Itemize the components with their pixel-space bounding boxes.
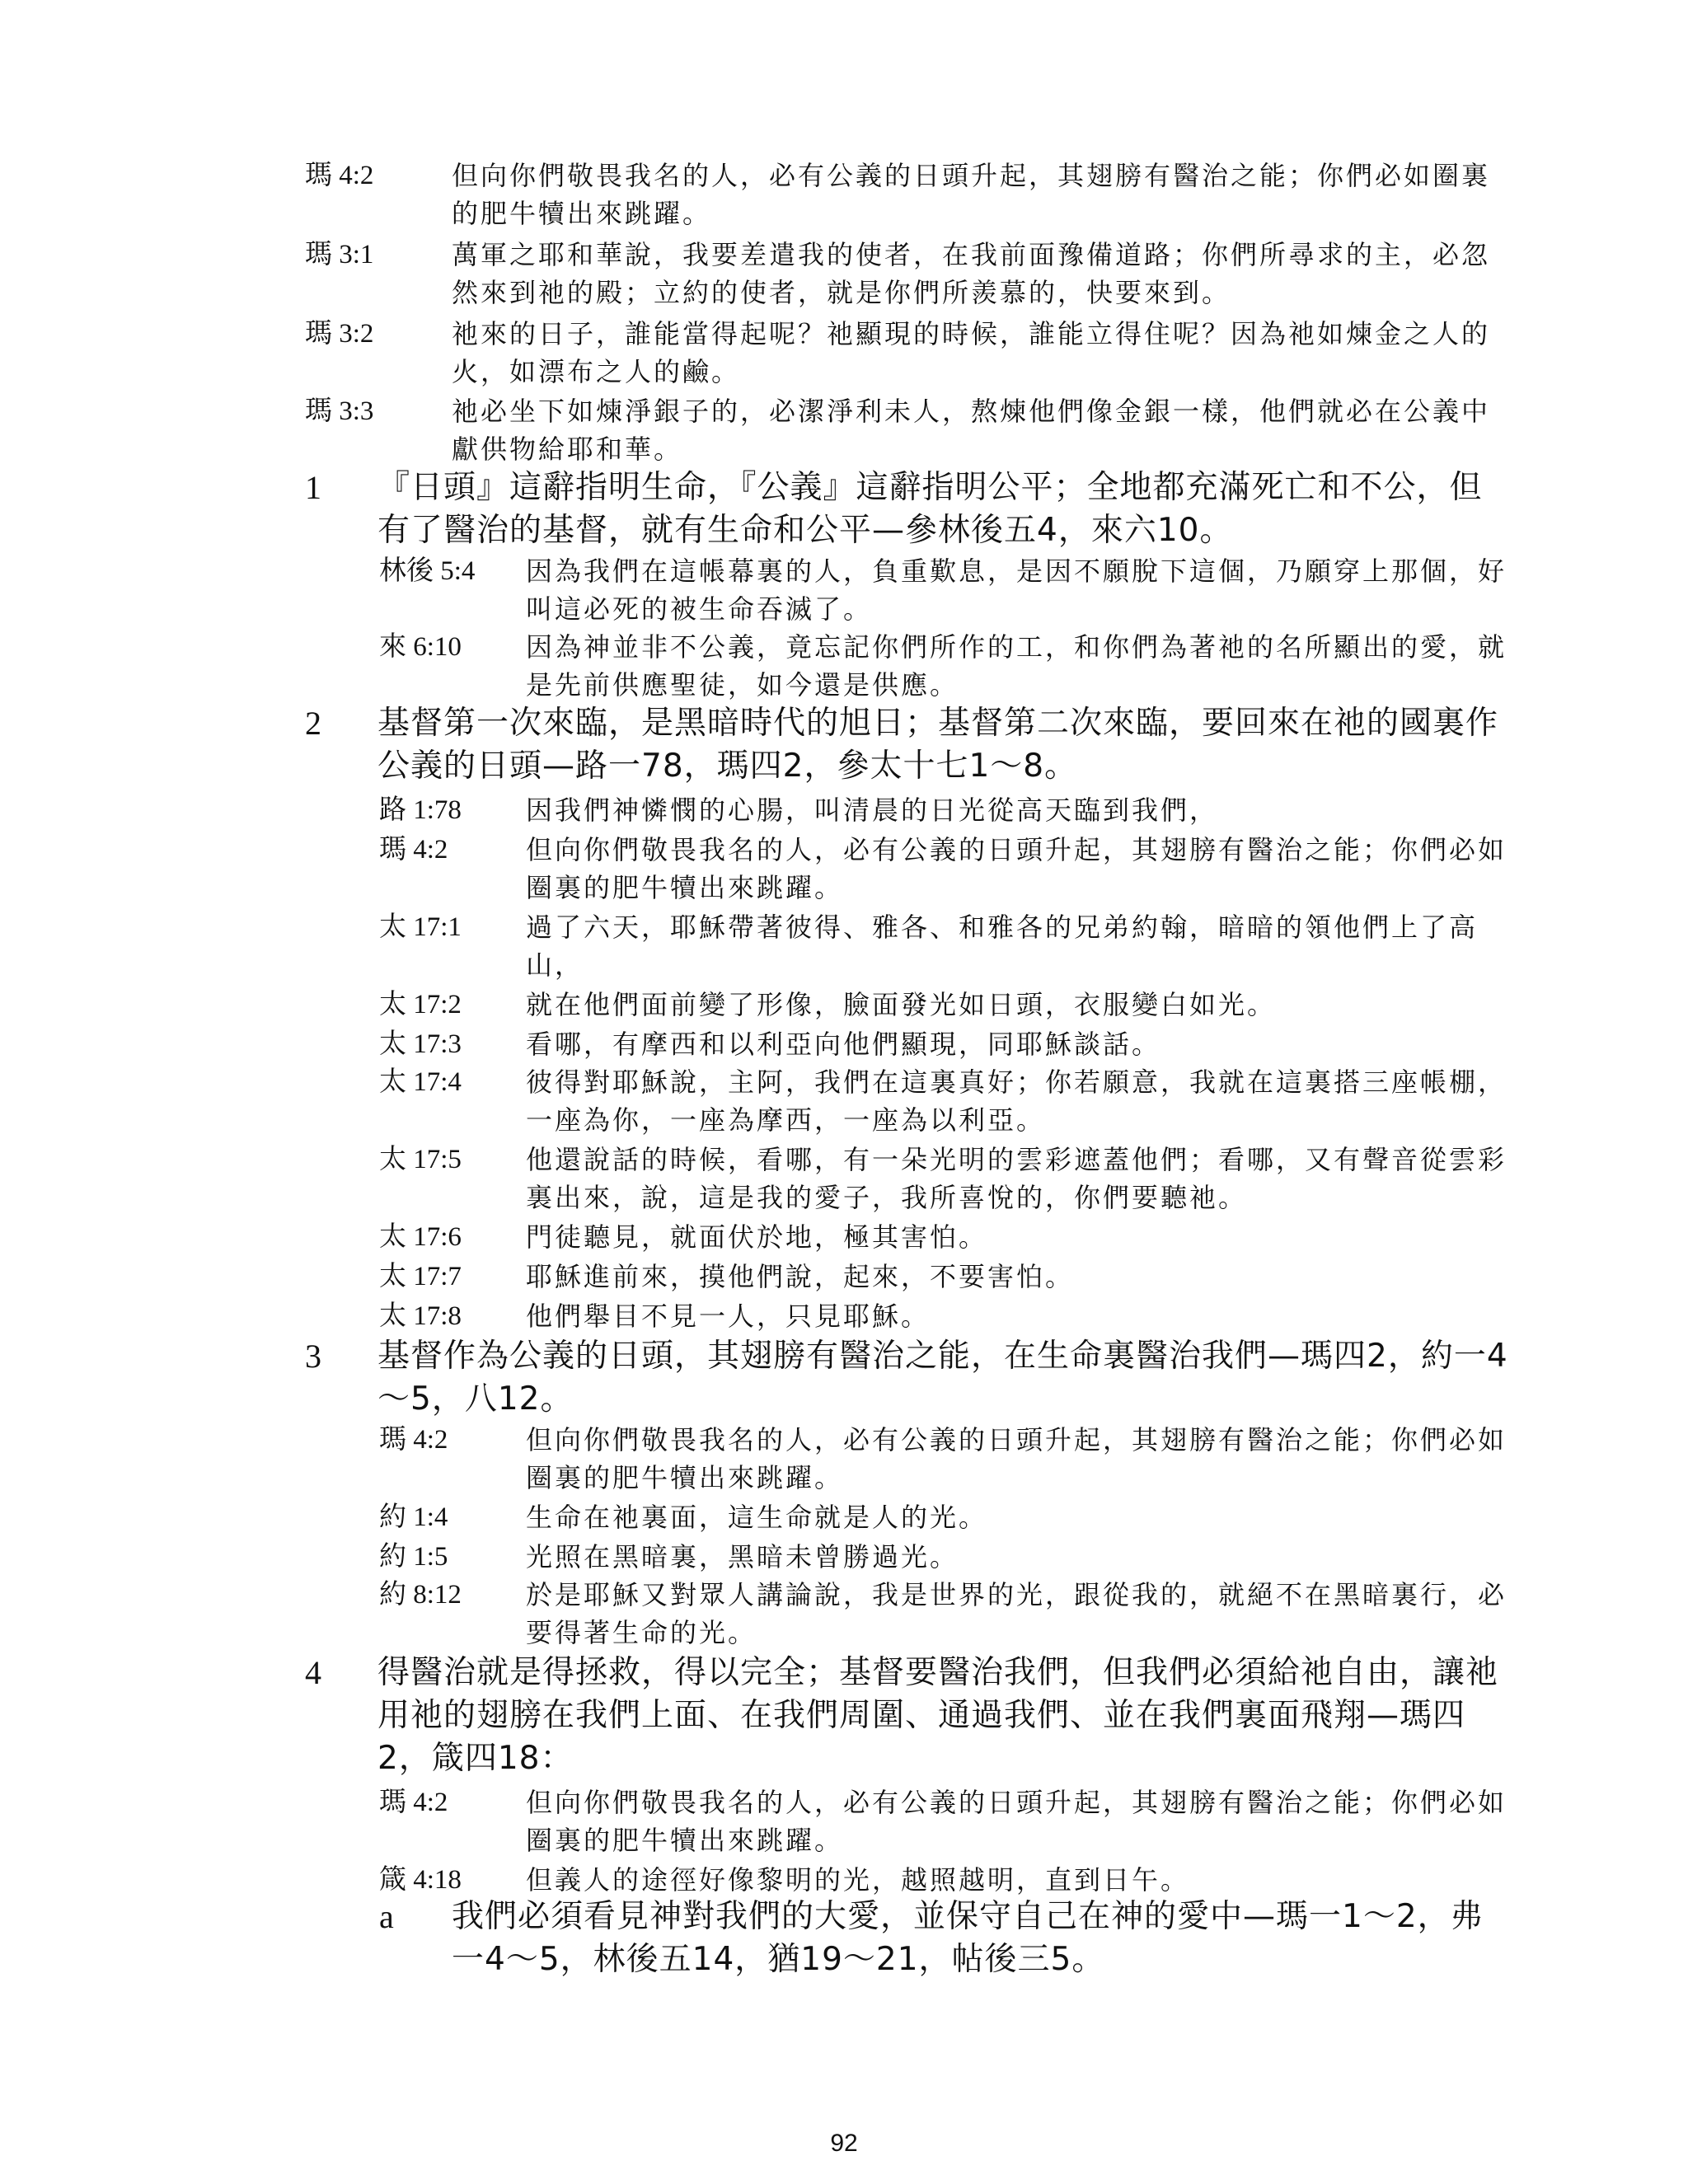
verse-text: 看哪，有摩西和以利亞向他們顯現，同耶穌談話。 xyxy=(526,1029,1161,1060)
verse-block xyxy=(379,1063,1508,1139)
verse-block xyxy=(379,1141,1508,1216)
verse-text: 過了六天，耶穌帶著彼得、雅各、和雅各的兄弟約翰，暗暗的領他們上了高山， xyxy=(526,912,1479,981)
point-text: 基督作為公義的日頭，其翅膀有醫治之能，在生命裏醫治我們—瑪四2，約一4～5，八12。 xyxy=(377,1338,1508,1418)
verse-block xyxy=(379,1861,1508,1899)
verse-block xyxy=(379,791,1508,829)
verse-text: 萬軍之耶和華說，我要差遣我的使者，在我前面豫備道路；你們所尋求的主，必忽然來到祂的殿；立約的使者，就是你們所羨慕的，快要來到。 xyxy=(452,239,1491,308)
verse-text: 耶穌進前來，摸他們說，起來，不要害怕。 xyxy=(526,1261,1075,1292)
verse-reference: 瑪 3:3 xyxy=(305,396,374,426)
verse-text: 但向你們敬畏我名的人，必有公義的日頭升起，其翅膀有醫治之能；你們必如圈裏的肥牛犢出來跳躍。 xyxy=(526,1787,1507,1856)
verse-block xyxy=(305,157,1508,232)
verse-reference: 太 17:5 xyxy=(379,1145,462,1174)
verse-block xyxy=(379,1421,1508,1497)
verse-text: 生命在祂裏面，這生命就是人的光。 xyxy=(526,1502,988,1533)
point-number: 1 xyxy=(305,469,321,506)
point-number: 3 xyxy=(305,1338,321,1375)
verse-reference: 太 17:8 xyxy=(379,1301,462,1331)
verse-block xyxy=(379,1025,1508,1063)
verse-text: 他還說話的時候，看哪，有一朵光明的雲彩遮蓋他們；看哪，又有聲音從雲彩裏出來，說，這是我的愛子，我所喜悅的，你們要聽祂。 xyxy=(526,1144,1507,1213)
verse-block xyxy=(305,315,1508,391)
verse-block xyxy=(379,552,1508,628)
verse-reference: 太 17:1 xyxy=(379,912,462,942)
verse-block xyxy=(379,1538,1508,1576)
verse-reference: 林後 5:4 xyxy=(379,556,476,586)
verse-reference: 太 17:3 xyxy=(379,1029,462,1059)
verse-text: 但向你們敬畏我名的人，必有公義的日頭升起，其翅膀有醫治之能；你們必如圈裏的肥牛犢出來跳躍。 xyxy=(526,1424,1507,1493)
verse-reference: 箴 4:18 xyxy=(379,1865,462,1895)
verse-block xyxy=(379,1258,1508,1296)
page-number: 92 xyxy=(830,2130,858,2157)
verse-block xyxy=(305,236,1508,312)
verse-text: 於是耶穌又對眾人講論說，我是世界的光，跟從我的，就絕不在黑暗裏行，必要得著生命的光。 xyxy=(526,1579,1507,1648)
verse-reference: 來 6:10 xyxy=(379,632,462,662)
verse-text: 但向你們敬畏我名的人，必有公義的日頭升起，其翅膀有醫治之能；你們必如圈裏的肥牛犢出來跳躍。 xyxy=(452,160,1491,229)
verse-text: 因我們神憐憫的心腸，叫清晨的日光從高天臨到我們， xyxy=(526,794,1219,826)
verse-reference: 約 8:12 xyxy=(379,1580,462,1610)
verse-block xyxy=(379,1297,1508,1335)
point-number: 2 xyxy=(305,705,321,742)
verse-text: 因為我們在這帳幕裏的人，負重歎息，是因不願脫下這個，乃願穿上那個，好叫這必死的被生命吞滅了。 xyxy=(526,555,1507,625)
verse-block xyxy=(379,1783,1508,1859)
verse-text: 因為神並非不公義，竟忘記你們所作的工，和你們為著祂的名所顯出的愛，就是先前供應聖徒，如今還是供應。 xyxy=(526,631,1507,701)
outline-point xyxy=(305,702,1508,788)
verse-reference: 瑪 4:2 xyxy=(379,1788,448,1817)
verse-text: 光照在黑暗裏，黑暗未曾勝過光。 xyxy=(526,1541,959,1572)
verse-reference: 瑪 3:2 xyxy=(305,319,374,349)
verse-block xyxy=(305,392,1508,468)
subpoint-text: 我們必須看見神對我們的大愛，並保守自己在神的愛中—瑪一1～2，弗一4～5，林後五14，猶19～21，帖後三5。 xyxy=(452,1898,1484,1978)
point-text: 基督第一次來臨，是黑暗時代的旭日；基督第二次來臨，要回來在祂的國裏作公義的日頭—路一78，瑪四2，參太十七1～8。 xyxy=(377,705,1499,785)
point-text: 得醫治就是得拯救，得以完全；基督要醫治我們，但我們必須給祂自由，讓祂用祂的翅膀在我們上面、在我們周圍、通過我們、並在我們裏面飛翔—瑪四2，箴四18： xyxy=(377,1654,1499,1777)
verse-block xyxy=(379,1218,1508,1256)
verse-block xyxy=(379,831,1508,907)
verse-block xyxy=(379,628,1508,704)
verse-text: 就在他們面前變了形像，臉面發光如日頭，衣服變白如光。 xyxy=(526,989,1277,1020)
verse-block xyxy=(379,986,1508,1024)
verse-reference: 瑪 3:1 xyxy=(305,240,374,269)
verse-reference: 約 1:5 xyxy=(379,1542,448,1572)
verse-reference: 太 17:7 xyxy=(379,1262,462,1291)
verse-reference: 約 1:4 xyxy=(379,1502,448,1532)
verse-text: 門徒聽見，就面伏於地，極其害怕。 xyxy=(526,1221,988,1253)
verse-text: 他們舉目不見一人，只見耶穌。 xyxy=(526,1301,931,1332)
verse-reference: 瑪 4:2 xyxy=(305,161,374,190)
verse-text: 祂必坐下如煉淨銀子的，必潔淨利未人，熬煉他們像金銀一樣，他們就必在公義中獻供物給耶和華。 xyxy=(452,396,1491,465)
outline-subpoint xyxy=(379,1896,1508,1981)
verse-reference: 瑪 4:2 xyxy=(379,835,448,865)
outline-point xyxy=(305,466,1508,552)
outline-point xyxy=(305,1652,1508,1780)
verse-block xyxy=(379,908,1508,984)
outline-point xyxy=(305,1335,1508,1421)
verse-text: 祂來的日子，誰能當得起呢？祂顯現的時候，誰能立得住呢？因為祂如煉金之人的火，如漂布之人的鹼。 xyxy=(452,318,1491,387)
subpoint-label: a xyxy=(379,1898,394,1935)
verse-reference: 太 17:2 xyxy=(379,990,462,1019)
verse-reference: 太 17:4 xyxy=(379,1067,462,1097)
verse-text: 但向你們敬畏我名的人，必有公義的日頭升起，其翅膀有醫治之能；你們必如圈裏的肥牛犢出來跳躍。 xyxy=(526,834,1507,903)
verse-reference: 路 1:78 xyxy=(379,795,462,825)
verse-text: 但義人的途徑好像黎明的光，越照越明，直到日午。 xyxy=(526,1864,1190,1896)
verse-block xyxy=(379,1498,1508,1536)
point-text: 『日頭』這辭指明生命，『公義』這辭指明公平；全地都充滿死亡和不公，但有了醫治的基督，就有生命和公平—參林後五4，來六10。 xyxy=(377,469,1483,549)
verse-text: 彼得對耶穌說，主阿，我們在這裏真好；你若願意，我就在這裏搭三座帳棚，一座為你，一座為摩西，一座為以利亞。 xyxy=(526,1066,1507,1136)
point-number: 4 xyxy=(305,1654,321,1691)
verse-reference: 太 17:6 xyxy=(379,1222,462,1252)
verse-reference: 瑪 4:2 xyxy=(379,1425,448,1455)
verse-block xyxy=(379,1576,1508,1652)
